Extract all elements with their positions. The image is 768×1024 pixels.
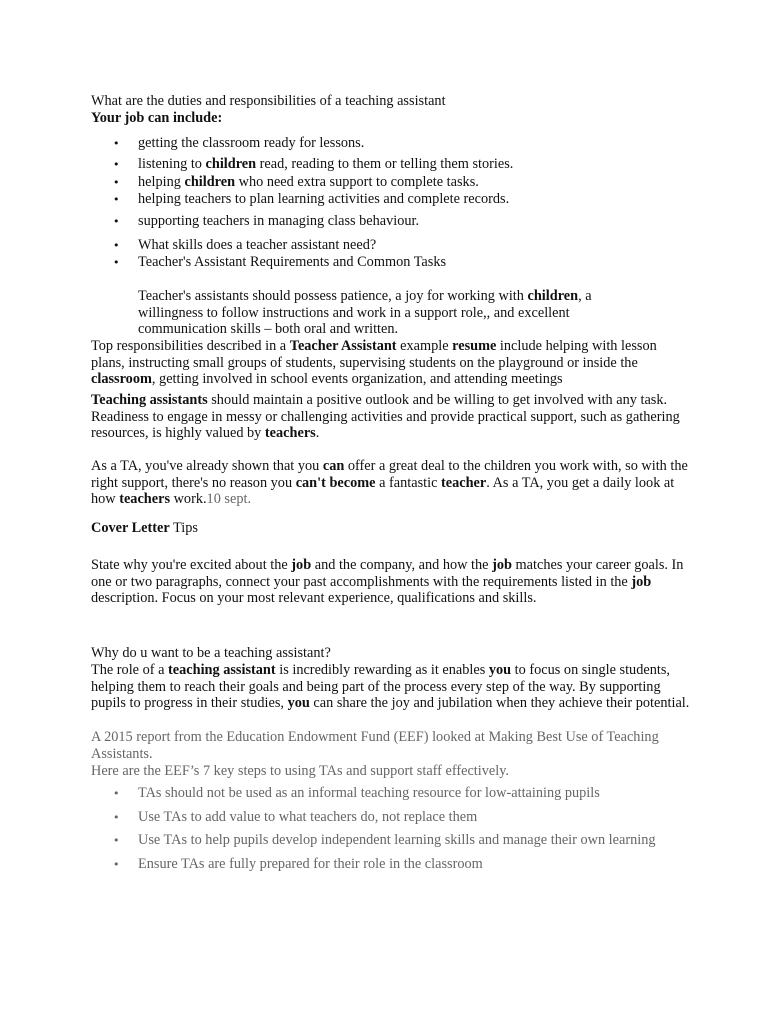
- requirements-paragraph: Teacher's assistants should possess patience, a joy for working with children, a willingness to follow instructions and work in a support role,, and excellent communication skills – both oral and written.: [138, 288, 592, 338]
- responsibilities-paragraph: Top responsibilities described in a Teacher Assistant example resume include helping with lesson plans, instructing small groups of students, supervising students on the playground or inside the classroom, getting involved in school events organization, and attending meetings: [91, 338, 657, 388]
- list-item: • supporting teachers in managing class behaviour.: [91, 213, 691, 230]
- why-question: Why do u want to be a teaching assistant?: [91, 645, 331, 661]
- list-item: • TAs should not be used as an informal teaching resource for low-attaining pupils: [91, 782, 691, 806]
- questions-list: [91, 237, 691, 272]
- duties-list: [91, 135, 691, 230]
- list-item: • listening to children read, reading to them or telling them stories.: [91, 156, 691, 173]
- date-label: 10 sept.: [206, 491, 252, 508]
- eef-steps-intro: Here are the EEF’s 7 key steps to using TAs and support staff effectively.: [91, 763, 510, 779]
- cover-letter-paragraph: State why you're excited about the job and the company, and how the job matches your career goals. In one or two paragraphs, connect your past accomplishments with the requirements listed in the job description. Focus on your most relevant experience, qualifications and skills.: [91, 557, 684, 607]
- ta-paragraph: As a TA, you've already shown that you can offer a great deal to the children you work with, so with the right support, there's no reason you can't become a fantastic teacher. As a TA, you get a daily look at how teachers work.10 sept.: [91, 458, 688, 508]
- why-paragraph: The role of a teaching assistant is incredibly rewarding as it enables you to focus on single students, helping them to reach their goals and being part of the process every step of the way. By supporting pupils to progress in their studies, you can share the joy and jubilation when they achieve their potential.: [91, 662, 690, 712]
- outlook-paragraph: Teaching assistants should maintain a positive outlook and be willing to get involved with any task. Readiness to engage in messy or challenging activities and provide practical support, such as gathering resources, is highly valued by teachers.: [91, 392, 680, 442]
- list-item: • Use TAs to help pupils develop independent learning skills and manage their own learning: [91, 829, 691, 853]
- heading-text: What are the duties and responsibilities of a teaching assistant: [91, 93, 446, 109]
- list-item: • helping children who need extra support to complete tasks.: [91, 174, 691, 191]
- list-item: • What skills does a teacher assistant need?: [91, 237, 691, 254]
- page-title: [91, 93, 691, 126]
- eef-report-paragraph: A 2015 report from the Education Endowment Fund (EEF) looked at Making Best Use of Teaching Assistants.: [91, 729, 659, 762]
- subheading: Your job can include:: [91, 109, 223, 126]
- cover-letter-heading: Cover Letter Tips: [91, 520, 198, 536]
- list-item: • helping teachers to plan learning activities and complete records.: [91, 191, 691, 208]
- list-item: • getting the classroom ready for lessons.: [91, 135, 691, 152]
- list-item: • Use TAs to add value to what teachers do, not replace them: [91, 806, 691, 830]
- list-item: • Ensure TAs are fully prepared for their role in the classroom: [91, 853, 691, 877]
- eef-steps-list: [91, 782, 691, 877]
- list-item: • Teacher's Assistant Requirements and Common Tasks: [91, 254, 691, 271]
